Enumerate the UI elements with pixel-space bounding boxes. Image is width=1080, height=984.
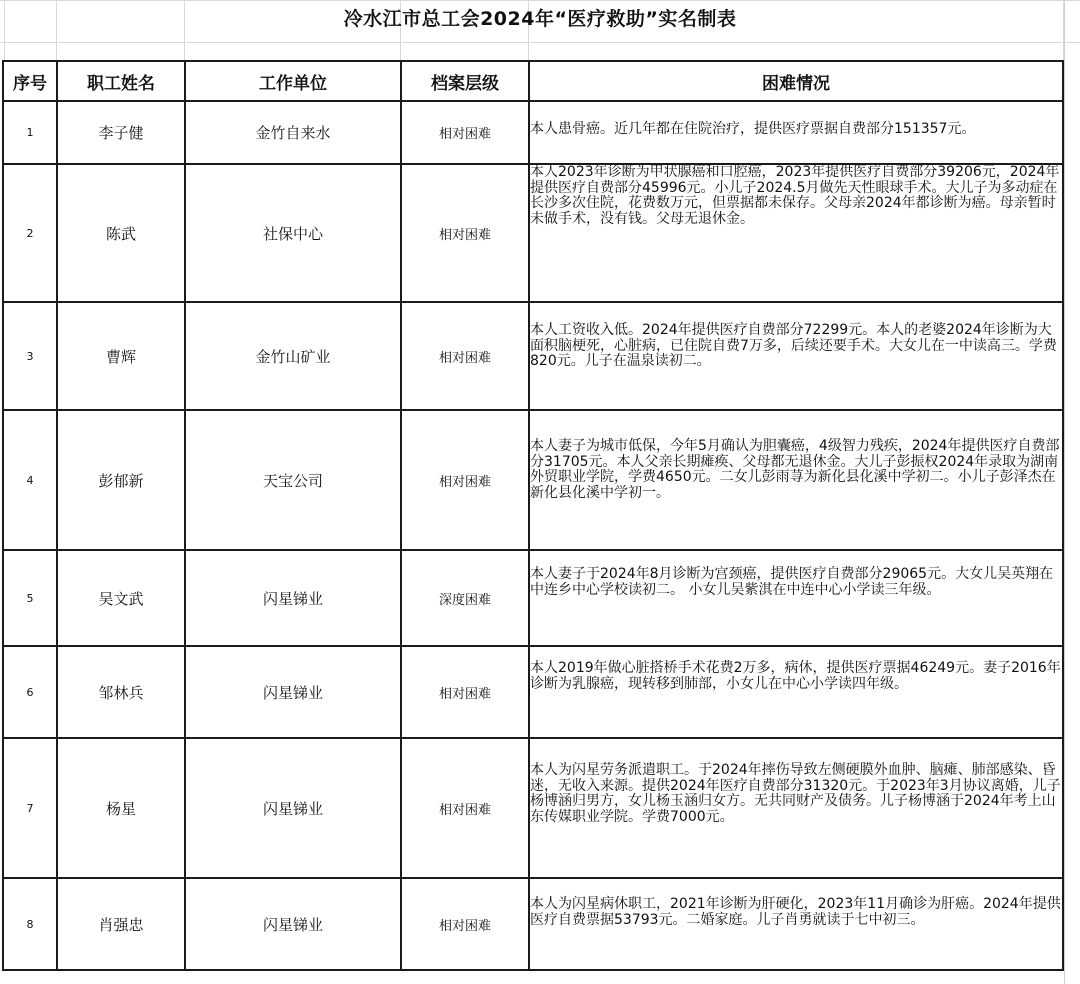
row-level: 相对困难 [401,302,529,410]
row-situation: 本人2019年做心脏搭桥手术花费2万多，病休，提供医疗票据46249元。妻子2016年诊断为乳腺癌，现转移到肺部，小女儿在中心小学读四年级。 [529,646,1063,738]
row-name: 杨星 [57,738,185,878]
row-unit: 天宝公司 [185,410,401,550]
table-row [3,646,1063,738]
header-unit: 工作单位 [185,61,401,101]
row-situation: 本人为闪星劳务派遣职工。于2024年摔伤导致左侧硬膜外血肿、脑瘫、肺部感染、昏迷，无收入来源。提供2024年医疗自费部分31320元。于2023年3月协议离婚，儿子杨博涵归男方，女儿杨玉涵归女方。无共同财产及债务。儿子杨博涵于2024年考上山东传媒职业学院。学费7000元。 [529,738,1063,878]
row-unit: 金竹自来水 [185,101,401,164]
row-level: 深度困难 [401,550,529,646]
row-name: 肖强忠 [57,878,185,970]
row-index: 5 [3,550,57,646]
row-index: 6 [3,646,57,738]
table-row [3,302,1063,410]
row-index: 4 [3,410,57,550]
row-unit: 闪星锑业 [185,878,401,970]
row-index: 2 [3,164,57,302]
row-name: 吴文武 [57,550,185,646]
header-name: 职工姓名 [57,61,185,101]
row-situation: 本人为闪星病休职工，2021年诊断为肝硬化，2023年11月确诊为肝癌。2024年提供医疗自费票据53793元。二婚家庭。儿子肖勇就读于七中初三。 [529,878,1063,970]
row-situation: 本人妻子于2024年8月诊断为宫颈癌，提供医疗自费部分29065元。大女儿吴英翔在中连乡中心学校读初二。 小女儿吴紫淇在中连中心小学读三年级。 [529,550,1063,646]
row-level: 相对困难 [401,646,529,738]
row-index: 1 [3,101,57,164]
row-unit: 闪星锑业 [185,738,401,878]
row-level: 相对困难 [401,878,529,970]
row-index: 7 [3,738,57,878]
sheet-title: 冷水江市总工会2024年“医疗救助”实名制表 [343,8,737,30]
row-unit: 社保中心 [185,164,401,302]
row-situation: 本人患骨癌。近几年都在住院治疗，提供医疗票据自费部分151357元。 [529,101,1063,164]
row-unit: 闪星锑业 [185,550,401,646]
table-row [3,738,1063,878]
table-row [3,878,1063,970]
row-name: 彭郁新 [57,410,185,550]
table-row [3,410,1063,550]
row-level: 相对困难 [401,738,529,878]
row-situation: 本人2023年诊断为甲状腺癌和口腔癌，2023年提供医疗自费部分39206元，2024年提供医疗自费部分45996元。小儿子2024.5月做先天性眼球手术。大儿子为多动症在长沙多次住院，花费数万元，但票据都未保存。父母亲2024年都诊断为癌。母亲暂时未做手术，没有钱。父母无退休金。 [529,164,1063,302]
row-unit: 闪星锑业 [185,646,401,738]
row-level: 相对困难 [401,101,529,164]
row-name: 李子健 [57,101,185,164]
row-index: 3 [3,302,57,410]
row-index: 8 [3,878,57,970]
row-name: 曹辉 [57,302,185,410]
header-level: 档案层级 [401,61,529,101]
sheet-edge [1064,0,1065,984]
row-situation: 本人工资收入低。2024年提供医疗自费部分72299元。本人的老婆2024年诊断为大面积脑梗死，心脏病，已住院自费7万多，后续还要手术。大女儿在一中读高三。学费820元。儿子在温泉读初二。 [529,302,1063,410]
relief-table [2,60,1064,971]
table-row [3,164,1063,302]
header-situation: 困难情况 [529,61,1063,101]
row-name: 陈武 [57,164,185,302]
header-row [3,61,1063,101]
table-row [3,101,1063,164]
table-row [3,550,1063,646]
row-name: 邹林兵 [57,646,185,738]
header-index: 序号 [3,61,57,101]
row-situation: 本人妻子为城市低保，今年5月确认为胆囊癌，4级智力残疾，2024年提供医疗自费部分31705元。本人父亲长期瘫痪、父母都无退休金。大儿子彭振权2024年录取为湖南外贸职业学院，学费4650元。二女儿彭雨荨为新化县化溪中学初二。小儿子彭泽杰在新化县化溪中学初一。 [529,410,1063,550]
row-level: 相对困难 [401,410,529,550]
row-level: 相对困难 [401,164,529,302]
row-unit: 金竹山矿业 [185,302,401,410]
